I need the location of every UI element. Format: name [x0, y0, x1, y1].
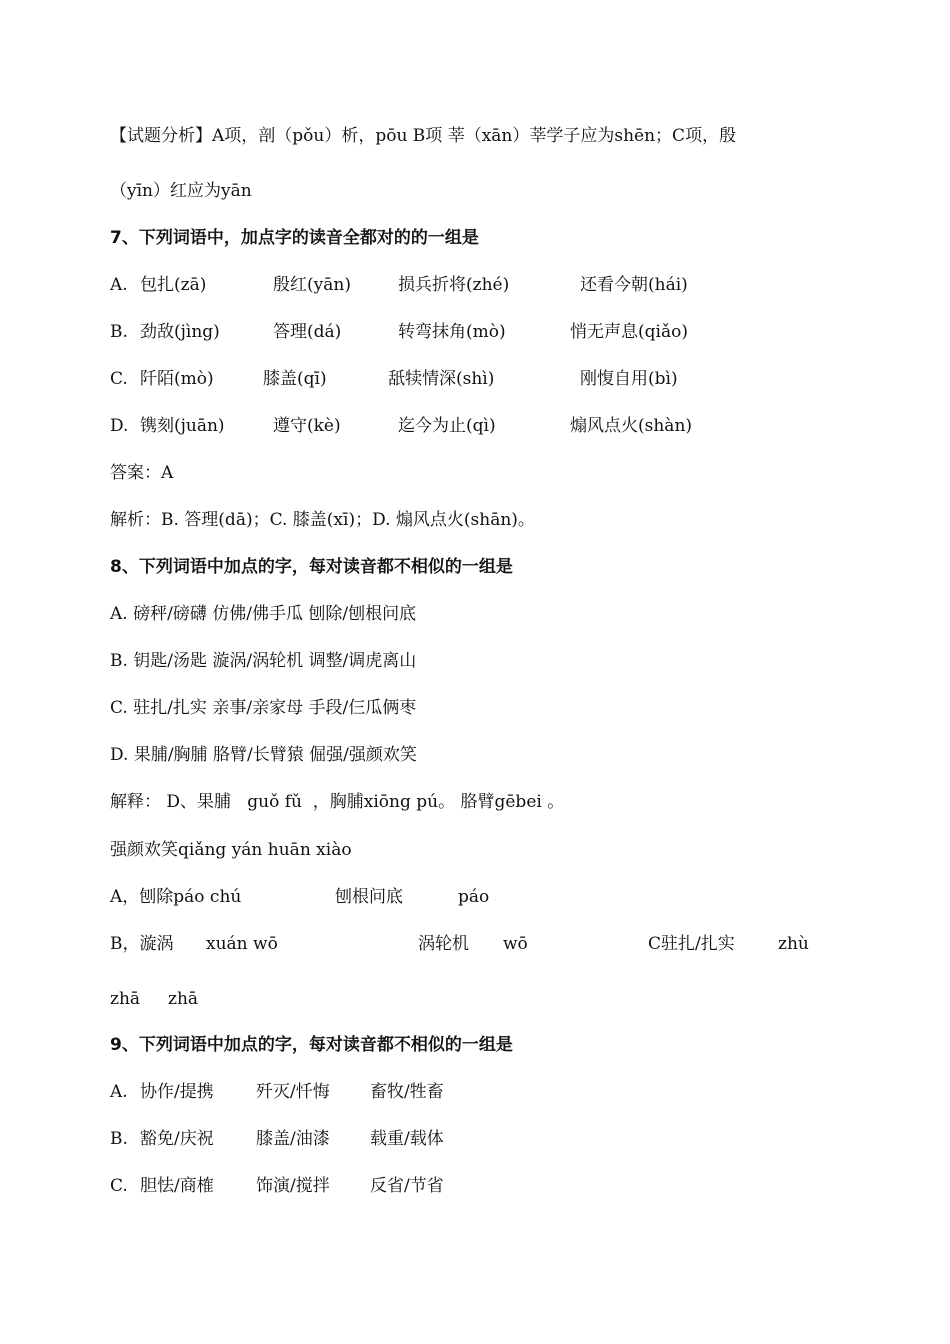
q7-option-item: 舐犊情深(shì) [388, 369, 495, 389]
q8-explain-5b: zhā [168, 989, 199, 1009]
q7-option-item: 悄无声息(qiǎo) [570, 322, 688, 342]
q9-option-item: 胆怯/商榷 [140, 1176, 214, 1196]
q7-analysis: 解析：B. 答理(dā)；C. 膝盖(xī)；D. 煽风点火(shān)。 [110, 510, 535, 530]
q9-option-item: 饰演/搅拌 [256, 1176, 330, 1196]
q7-option-item: 遵守(kè) [273, 416, 341, 436]
q7-option-item: 还看今朝(hái) [580, 275, 688, 295]
q7-option-item: 劲敌(jìng) [140, 322, 220, 342]
q9-option-item: 反省/节省 [370, 1176, 444, 1196]
q9-option-item: 协作/提携 [140, 1082, 214, 1102]
q8-option-a: A. 磅秤/磅礴 仿佛/佛手瓜 刨除/刨根问底 [110, 604, 417, 624]
q9-option-item: 载重/载体 [370, 1129, 444, 1149]
q8-explain-4d: wō [503, 934, 528, 954]
q7-option-item: 答理(dá) [273, 322, 342, 342]
q7-option-label: B. [110, 322, 128, 342]
q8-explain-5a: zhā [110, 989, 141, 1009]
q8-explain-4c: 涡轮机 [418, 934, 469, 954]
q8-explain-2: 强颜欢笑qiǎng yán huān xiào [110, 840, 352, 860]
q8-explain-3b: 刨根问底 [335, 887, 403, 907]
q8-explain-4f: zhù [778, 934, 809, 954]
q7-option-item: 转弯抹角(mò) [398, 322, 506, 342]
q7-title: 7、下列词语中，加点字的读音全都对的的一组是 [110, 228, 479, 248]
q8-explain-4e: C驻扎/扎实 [648, 934, 735, 954]
q7-option-item: 膝盖(qī) [263, 369, 327, 389]
q8-explain-3a: A，刨除páo chú [110, 887, 242, 907]
q7-answer: 答案：A [110, 463, 174, 483]
q7-option-item: 包扎(zā) [140, 275, 207, 295]
analysis-line-1: 【试题分析】A项，剖（pǒu）析，pōu B项 莘（xān）莘学子应为shēn；C项，殷 [110, 126, 737, 146]
q7-option-item: 煽风点火(shàn) [570, 416, 693, 436]
q8-explain-1: 解释： D、果脯 guǒ fǔ ，胸脯xiōng pú。 胳臂gēbei 。 [110, 792, 565, 812]
q7-option-item: 阡陌(mò) [140, 369, 214, 389]
q8-explain-4b: xuán wō [206, 934, 278, 954]
q7-option-item: 迄今为止(qì) [398, 416, 496, 436]
q8-explain-3c: páo [458, 887, 490, 907]
q8-option-b: B. 钥匙/汤匙 漩涡/涡轮机 调整/调虎离山 [110, 651, 417, 671]
q7-option-label: A. [110, 275, 128, 295]
q9-option-label: C. [110, 1176, 128, 1196]
analysis-line-2: （yīn）红应为yān [110, 181, 252, 201]
q9-option-label: B. [110, 1129, 128, 1149]
q7-option-item: 殷红(yān) [273, 275, 351, 295]
q9-option-item: 畜牧/牲畜 [370, 1082, 444, 1102]
q9-option-label: A. [110, 1082, 128, 1102]
q8-title: 8、下列词语中加点的字，每对读音都不相似的一组是 [110, 557, 513, 577]
q8-option-d: D. 果脯/胸脯 胳臂/长臂猿 倔强/强颜欢笑 [110, 745, 417, 765]
q8-explain-4a: B，漩涡 [110, 934, 174, 954]
q9-option-item: 膝盖/油漆 [256, 1129, 330, 1149]
q7-option-item: 刚愎自用(bì) [580, 369, 678, 389]
q7-option-label: D. [110, 416, 129, 436]
q9-option-item: 歼灭/忏悔 [256, 1082, 330, 1102]
q7-option-label: C. [110, 369, 128, 389]
q7-option-item: 镌刻(juān) [140, 416, 225, 436]
q7-option-item: 损兵折将(zhé) [398, 275, 510, 295]
q9-option-item: 豁免/庆祝 [140, 1129, 214, 1149]
q8-option-c: C. 驻扎/扎实 亲事/亲家母 手段/仨瓜俩枣 [110, 698, 417, 718]
q9-title: 9、下列词语中加点的字，每对读音都不相似的一组是 [110, 1035, 513, 1055]
